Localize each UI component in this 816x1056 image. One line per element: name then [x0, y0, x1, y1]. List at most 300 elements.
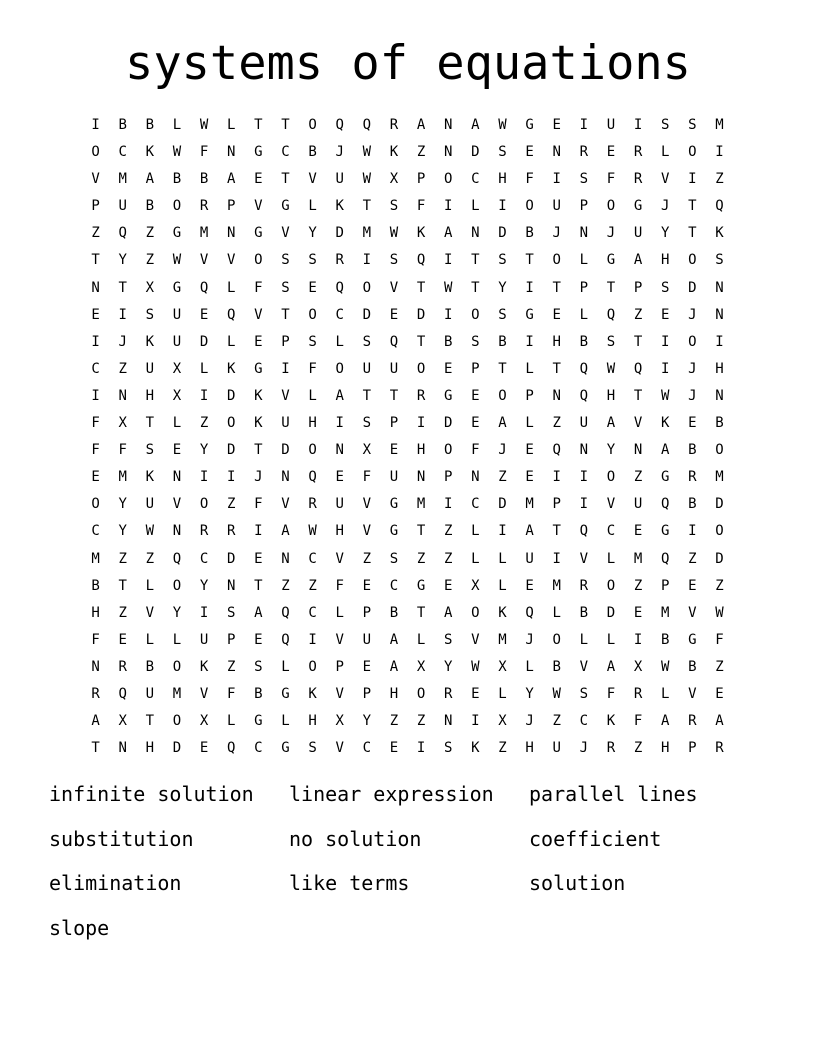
grid-letter: C [335, 306, 344, 323]
grid-letter: J [335, 144, 344, 161]
grid-letter: Z [226, 496, 236, 513]
grid-letter: V [226, 252, 236, 269]
grid-row [82, 492, 733, 519]
grid-letter: O [91, 496, 100, 513]
grid-letter: K [660, 415, 670, 432]
grid-letter: Y [498, 279, 507, 296]
grid-letter: I [498, 198, 507, 215]
grid-letter: E [91, 469, 100, 486]
grid-letter: T [91, 252, 100, 269]
grid-letter: N [226, 225, 236, 242]
grid-letter: B [389, 604, 399, 621]
grid-letter: Z [416, 550, 426, 567]
grid-letter: I [715, 333, 724, 350]
grid-letter: X [498, 713, 507, 730]
grid-letter: X [118, 415, 127, 432]
grid-letter: Z [552, 415, 561, 432]
grid-letter: S [579, 685, 589, 702]
grid-letter: I [254, 523, 263, 540]
grid-letter: R [389, 117, 399, 133]
grid-letter: T [633, 333, 643, 350]
grid-letter: K [254, 415, 263, 432]
grid-letter: V [91, 171, 100, 188]
grid-letter: T [118, 279, 127, 296]
grid-letter: B [172, 171, 182, 188]
grid-letter: Z [498, 740, 507, 757]
grid-letter: M [498, 631, 507, 648]
grid-letter: W [660, 658, 670, 675]
grid-letter: K [145, 333, 155, 350]
grid-letter: O [172, 658, 182, 675]
grid-letter: Q [660, 550, 670, 567]
grid-letter: O [172, 577, 182, 594]
grid-letter: N [579, 442, 589, 459]
grid-letter: U [606, 117, 616, 133]
grid-letter: G [633, 198, 643, 215]
grid-letter: I [579, 496, 589, 513]
grid-letter: P [226, 198, 236, 215]
grid-letter: U [362, 360, 372, 377]
grid-letter: N [471, 225, 480, 242]
grid-letter: B [688, 496, 697, 513]
grid-letter: O [172, 198, 182, 215]
grid-letter: E [471, 685, 480, 702]
grid-letter: W [362, 144, 372, 161]
grid-letter: E [254, 171, 263, 188]
grid-letter: I [416, 415, 426, 432]
grid-letter: A [389, 658, 399, 675]
grid-letter: D [226, 442, 236, 459]
grid-letter: R [443, 685, 453, 702]
grid-letter: S [606, 333, 616, 350]
grid-letter: S [498, 306, 507, 323]
grid-letter: B [443, 333, 453, 350]
grid-letter: V [579, 658, 589, 675]
grid-letter: J [579, 740, 589, 757]
grid-letter: A [525, 523, 534, 540]
grid-letter: F [91, 415, 100, 432]
grid-letter: I [91, 117, 100, 133]
grid-letter: Z [416, 713, 426, 730]
grid-letter: Y [199, 442, 209, 459]
grid-letter: N [172, 469, 182, 486]
grid-letter: E [389, 740, 399, 757]
grid-letter: Z [715, 577, 724, 594]
grid-letter: S [443, 631, 453, 648]
grid-letter: Y [118, 496, 127, 513]
grid-letter: W [172, 144, 182, 161]
grid-letter: N [91, 658, 100, 675]
grid-letter: R [633, 144, 643, 161]
grid-letter: L [145, 631, 155, 648]
grid-letter: R [416, 387, 426, 404]
grid-letter: I [199, 604, 209, 621]
grid-letter: U [145, 496, 155, 513]
grid-letter: H [498, 171, 507, 188]
grid-letter: Z [226, 658, 236, 675]
grid-letter: N [443, 713, 453, 730]
grid-letter: C [281, 144, 290, 161]
grid-row [82, 384, 733, 411]
grid-letter: O [308, 306, 317, 323]
grid-letter: U [552, 740, 561, 757]
grid-letter: Y [606, 442, 616, 459]
grid-letter: P [688, 740, 697, 757]
grid-letter: A [443, 225, 453, 242]
grid-letter: O [525, 198, 534, 215]
grid-letter: A [498, 415, 507, 432]
grid-letter: V [335, 740, 344, 757]
grid-letter: I [91, 333, 100, 350]
grid-letter: T [471, 279, 480, 296]
grid-letter: V [606, 496, 616, 513]
grid-letter: B [660, 631, 670, 648]
grid-letter: R [688, 469, 697, 486]
grid-letter: Q [335, 117, 344, 133]
grid-letter: C [606, 523, 616, 540]
grid-letter: F [118, 442, 127, 459]
grid-letter: D [471, 144, 480, 161]
grid-letter: G [254, 713, 263, 730]
grid-letter: C [389, 577, 399, 594]
grid-letter: F [362, 469, 372, 486]
grid-letter: S [226, 604, 236, 621]
grid-letter: U [579, 415, 589, 432]
grid-letter: U [145, 360, 155, 377]
grid-letter: F [91, 442, 100, 459]
grid-letter: H [660, 740, 670, 757]
grid-letter: J [118, 333, 127, 350]
grid-letter: U [633, 225, 643, 242]
grid-letter: K [715, 225, 724, 242]
grid-letter: S [389, 550, 399, 567]
grid-row [82, 194, 733, 221]
grid-letter: J [525, 713, 534, 730]
grid-row [82, 519, 733, 546]
grid-letter: Y [172, 604, 182, 621]
grid-letter: Q [362, 117, 372, 133]
word-list-item: infinite solution [49, 782, 254, 806]
grid-letter: T [606, 279, 616, 296]
grid-letter: L [281, 713, 290, 730]
grid-letter: S [660, 279, 670, 296]
grid-row [82, 167, 733, 194]
grid-letter: A [606, 658, 616, 675]
grid-letter: Q [199, 279, 209, 296]
grid-letter: I [308, 631, 317, 648]
grid-letter: L [606, 631, 616, 648]
grid-letter: K [416, 225, 426, 242]
grid-letter: J [606, 225, 616, 242]
grid-letter: G [172, 279, 182, 296]
grid-letter: R [715, 740, 724, 757]
grid-letter: B [525, 225, 534, 242]
grid-letter: E [199, 740, 209, 757]
grid-letter: O [606, 577, 616, 594]
grid-letter: B [715, 415, 724, 432]
grid-letter: S [308, 252, 317, 269]
grid-letter: Z [443, 523, 453, 540]
grid-letter: I [281, 360, 290, 377]
page-title: systems of equations [125, 36, 691, 91]
grid-row [82, 330, 733, 357]
grid-letter: T [552, 523, 561, 540]
grid-letter: M [715, 117, 724, 133]
grid-letter: Q [579, 360, 589, 377]
grid-letter: E [715, 685, 724, 702]
grid-letter: D [498, 496, 507, 513]
grid-letter: R [199, 198, 209, 215]
grid-letter: B [145, 198, 155, 215]
grid-letter: Q [416, 252, 426, 269]
grid-letter: E [688, 577, 697, 594]
grid-letter: Y [362, 713, 372, 730]
grid-letter: G [281, 685, 290, 702]
grid-letter: X [172, 360, 182, 377]
grid-letter: I [688, 171, 697, 188]
grid-letter: S [145, 442, 155, 459]
grid-letter: T [552, 360, 561, 377]
grid-letter: S [471, 333, 480, 350]
grid-letter: L [172, 631, 182, 648]
grid-letter: W [715, 604, 724, 621]
grid-letter: B [254, 685, 263, 702]
grid-letter: O [226, 415, 236, 432]
grid-letter: R [579, 577, 589, 594]
grid-letter: O [715, 523, 724, 540]
grid-letter: F [199, 144, 209, 161]
grid-letter: D [362, 306, 372, 323]
grid-letter: J [688, 360, 697, 377]
word-list-item: coefficient [529, 826, 662, 851]
grid-letter: H [525, 740, 534, 757]
grid-letter: R [579, 144, 589, 161]
grid-letter: I [525, 333, 534, 350]
grid-letter: U [525, 550, 534, 567]
grid-letter: O [308, 442, 317, 459]
grid-letter: M [199, 225, 209, 242]
grid-letter: S [498, 252, 507, 269]
grid-letter: O [552, 252, 561, 269]
grid-letter: V [688, 604, 697, 621]
grid-row [82, 438, 733, 465]
grid-letter: G [281, 198, 290, 215]
grid-letter: W [471, 658, 480, 675]
grid-letter: P [660, 577, 670, 594]
grid-letter: T [416, 523, 426, 540]
grid-letter: T [362, 198, 372, 215]
grid-letter: R [606, 740, 616, 757]
grid-letter: U [199, 631, 209, 648]
grid-letter: S [308, 740, 317, 757]
grid-letter: W [498, 117, 507, 133]
grid-letter: L [335, 333, 344, 350]
grid-letter: X [498, 658, 507, 675]
grid-letter: G [416, 577, 426, 594]
grid-letter: Y [443, 658, 453, 675]
word-search-grid [82, 113, 733, 763]
grid-letter: G [606, 252, 616, 269]
grid-letter: Z [633, 577, 643, 594]
grid-letter: H [308, 415, 317, 432]
grid-letter: T [416, 333, 426, 350]
grid-row [82, 248, 733, 275]
grid-letter: S [715, 252, 724, 269]
grid-letter: B [91, 577, 100, 594]
grid-letter: T [362, 387, 372, 404]
grid-letter: L [308, 198, 317, 215]
grid-letter: H [606, 387, 616, 404]
grid-letter: S [389, 252, 399, 269]
grid-letter: V [335, 550, 344, 567]
grid-letter: Q [633, 360, 643, 377]
grid-letter: L [498, 550, 507, 567]
grid-letter: X [335, 713, 344, 730]
grid-letter: B [688, 442, 697, 459]
grid-letter: V [633, 415, 643, 432]
grid-letter: C [118, 144, 127, 161]
grid-letter: C [199, 550, 209, 567]
grid-letter: Z [498, 469, 507, 486]
grid-letter: T [552, 279, 561, 296]
grid-letter: N [715, 279, 724, 296]
grid-letter: S [145, 306, 155, 323]
grid-letter: E [362, 577, 372, 594]
grid-letter: F [715, 631, 724, 648]
grid-letter: J [552, 225, 561, 242]
grid-letter: D [498, 225, 507, 242]
grid-letter: H [416, 442, 426, 459]
grid-letter: E [443, 360, 453, 377]
grid-letter: T [688, 198, 697, 215]
grid-letter: Z [281, 577, 290, 594]
grid-letter: L [579, 631, 589, 648]
grid-letter: T [471, 252, 480, 269]
grid-row [82, 113, 733, 140]
grid-letter: U [389, 360, 399, 377]
grid-letter: W [389, 225, 399, 242]
grid-letter: H [308, 713, 317, 730]
grid-letter: Z [145, 225, 155, 242]
grid-letter: B [308, 144, 317, 161]
grid-letter: R [633, 685, 643, 702]
grid-letter: I [633, 631, 643, 648]
grid-letter: Y [660, 225, 670, 242]
grid-letter: A [254, 604, 263, 621]
word-list-item: solution [529, 871, 626, 895]
grid-letter: W [199, 117, 209, 133]
grid-letter: P [362, 604, 372, 621]
grid-letter: A [660, 442, 670, 459]
grid-letter: D [335, 225, 344, 242]
grid-letter: S [308, 333, 317, 350]
grid-letter: W [308, 523, 317, 540]
grid-letter: U [552, 198, 561, 215]
word-list-item: slope [49, 915, 110, 940]
grid-letter: B [579, 333, 589, 350]
grid-letter: N [715, 306, 724, 323]
grid-letter: R [308, 496, 317, 513]
grid-letter: J [525, 631, 534, 648]
grid-letter: E [254, 550, 263, 567]
grid-letter: T [389, 387, 399, 404]
grid-letter: L [525, 360, 534, 377]
grid-letter: L [498, 577, 507, 594]
grid-letter: M [118, 171, 127, 188]
grid-letter: E [254, 631, 263, 648]
grid-letter: T [281, 117, 290, 133]
grid-letter: P [91, 198, 100, 215]
grid-letter: I [552, 469, 561, 486]
grid-letter: U [172, 333, 182, 350]
grid-letter: Q [579, 387, 589, 404]
grid-letter: Z [308, 577, 317, 594]
grid-letter: K [226, 360, 236, 377]
grid-letter: Z [145, 252, 155, 269]
grid-letter: B [118, 117, 127, 133]
grid-letter: A [633, 252, 643, 269]
grid-letter: V [335, 631, 344, 648]
grid-letter: T [498, 360, 507, 377]
grid-letter: Q [335, 279, 344, 296]
grid-letter: T [633, 387, 643, 404]
grid-letter: Z [633, 306, 643, 323]
grid-letter: C [91, 360, 100, 377]
word-list-item: like terms [289, 871, 410, 895]
grid-letter: O [91, 144, 100, 161]
grid-letter: M [172, 685, 182, 702]
grid-letter: G [660, 469, 670, 486]
grid-letter: V [362, 496, 372, 513]
grid-letter: V [579, 550, 589, 567]
grid-letter: N [281, 550, 290, 567]
grid-letter: E [254, 333, 263, 350]
grid-letter: I [471, 713, 480, 730]
grid-letter: I [199, 387, 209, 404]
grid-letter: I [443, 306, 453, 323]
grid-letter: L [226, 333, 236, 350]
grid-letter: L [660, 144, 670, 161]
grid-letter: U [362, 631, 372, 648]
grid-letter: I [199, 469, 209, 486]
grid-letter: L [471, 523, 480, 540]
grid-letter: O [443, 171, 453, 188]
grid-letter: Q [660, 496, 670, 513]
grid-letter: E [633, 604, 643, 621]
grid-letter: K [145, 469, 155, 486]
grid-letter: G [254, 225, 263, 242]
grid-letter: Z [118, 604, 127, 621]
grid-letter: B [552, 658, 561, 675]
grid-letter: T [525, 252, 534, 269]
grid-letter: H [91, 604, 100, 621]
grid-letter: Z [552, 713, 561, 730]
grid-letter: Q [715, 198, 724, 215]
grid-letter: I [118, 306, 127, 323]
grid-letter: A [471, 117, 480, 133]
grid-letter: S [362, 415, 372, 432]
grid-letter: K [498, 604, 507, 621]
grid-letter: Y [308, 225, 317, 242]
grid-letter: V [199, 252, 209, 269]
grid-letter: F [226, 685, 236, 702]
grid-letter: U [335, 171, 344, 188]
grid-letter: B [498, 333, 507, 350]
grid-letter: E [525, 442, 534, 459]
grid-letter: T [118, 577, 127, 594]
grid-letter: C [91, 523, 100, 540]
grid-letter: P [525, 387, 534, 404]
